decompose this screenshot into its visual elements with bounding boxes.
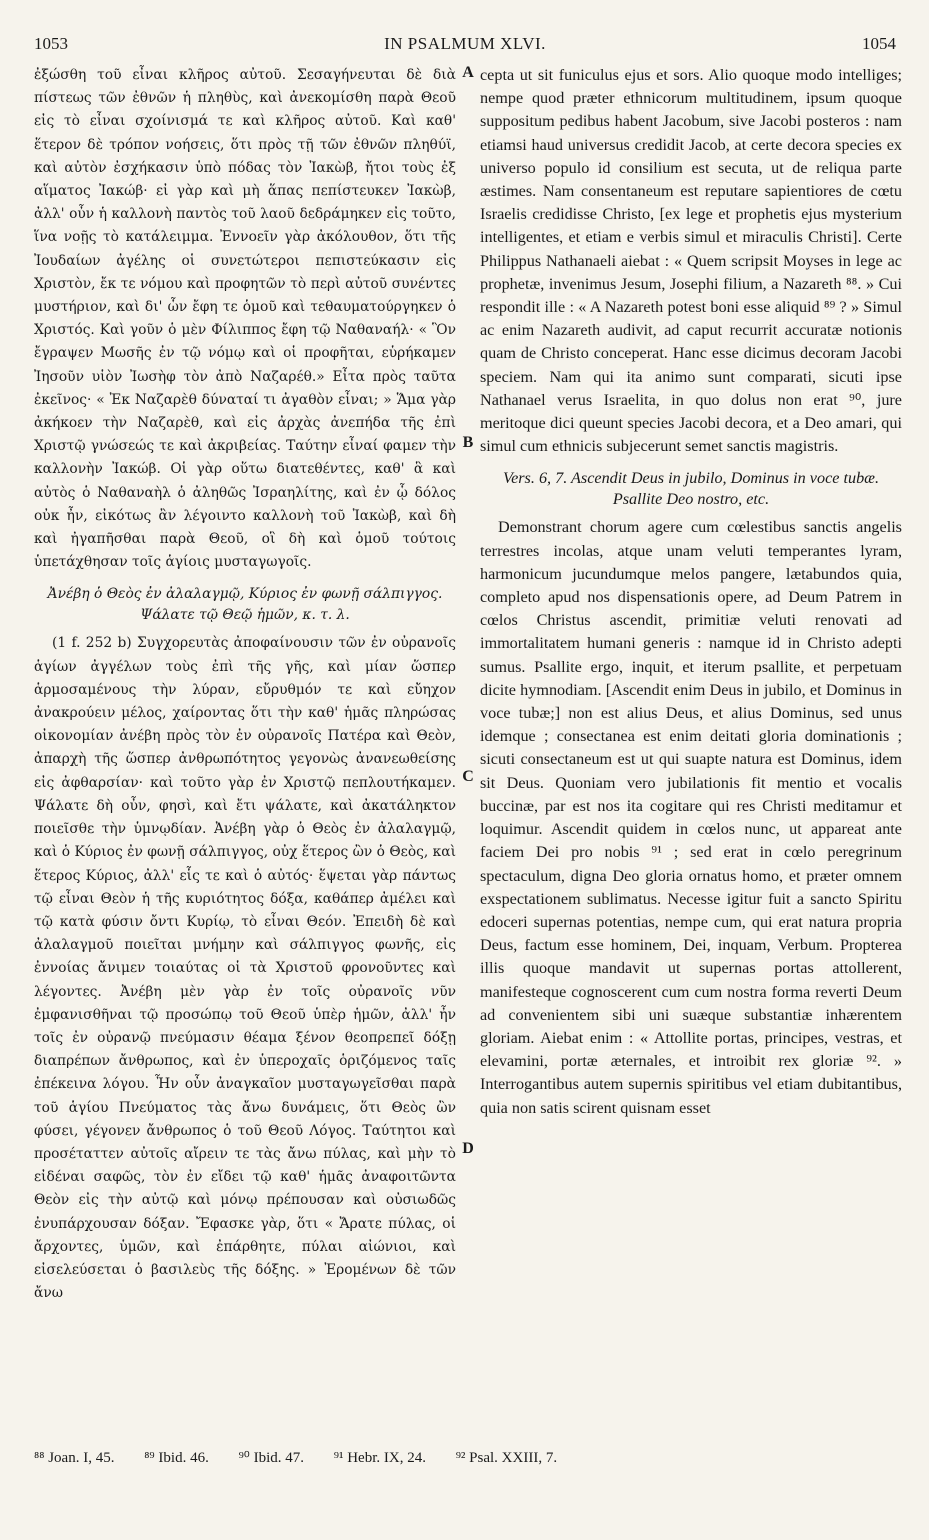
margin-marker-d: D xyxy=(462,1140,474,1157)
running-title: IN PSALMUM XLVI. xyxy=(384,34,546,53)
footnote-90: ⁹⁰ Ibid. 47. xyxy=(238,1450,304,1466)
margin-marker-c: C xyxy=(462,768,474,785)
right-page-number: 1054 xyxy=(862,34,896,53)
left-page-number: 1053 xyxy=(34,34,68,53)
footnotes xyxy=(34,1448,896,1467)
margin-marker-b: B xyxy=(462,434,474,451)
footnote-88: ⁸⁸ Joan. I, 45. xyxy=(34,1450,115,1466)
latin-column xyxy=(480,64,902,1120)
footnote-92: ⁹² Psal. XXIII, 7. xyxy=(455,1450,558,1466)
book-page xyxy=(34,30,902,1510)
margin-marker-a: A xyxy=(462,64,474,81)
greek-paragraph-1: ἐξώσθη τοῦ εἶναι κλῆρος αὐτοῦ. Σεσαγήνευται δὲ διὰ πίστεως τῶν ἐθνῶν ἡ πληθὺς, καὶ ἀνεκομίσθη παρὰ Θεοῦ εἰς τὸ εἶναι σχοίνισμά τε καὶ κλῆρος αὐτοῦ. Καὶ καθ' ἕτερον δὲ τρόπον νοήσεις, ὅτι πρὸς τῇ τῶν ἐθνῶν πληθύϊ, καὶ αὐτὸν ἐσχήκασιν ὑπὸ πόδας τὸν Ἰακὼβ, ἤτοι τοὺς ἐξ αἵματος Ἰακώβ· εἰ γὰρ καὶ μὴ ἅπας πεπίστευκεν Ἰακὼβ, ἀλλ' οὖν ἡ καλλονὴ παντὸς τοῦ λαοῦ δεδράμηκεν εἰς τοῦτο, ἵνα νοῇς τὸ κατάλειμμα. Ἐννοεῖν γὰρ ἀκόλουθον, ὅτι τῆς Ἰουδαίων ἀγέλης οἱ συνετώτεροι πεπιστεύκασιν εἰς Χριστὸν, ἔκ τε νόμου καὶ προφητῶν τὸ περὶ αὐτοῦ συνέντες μυστήριον, καὶ δι' ὧν ἔφη τε ὁμοῦ καὶ τεθαυματούργηκεν ὁ Χριστός. Καὶ γοῦν ὁ μὲν Φίλιππος ἔφη τῷ Ναθαναήλ· « Ὃν ἔγραψεν Μωσῆς ἐν τῷ νόμῳ καὶ οἱ προφῆται, εὑρήκαμεν Ἰησοῦν υἱὸν Ἰωσὴφ τὸν ἀπὸ Ναζαρέθ.» Εἶτα πρὸς ταῦτα ἐκεῖνος· « Ἐκ Ναζαρὲθ δύναταί τι ἀγαθὸν εἶναι; » Ἅμα γὰρ ἀκήκοεν τὴν Ναζαρὲθ, καὶ εἰς ἀρχὰς ἀνεπήδα τῆς ἐπὶ Χριστῷ γνώσεώς τε καὶ ἀκριβείας. Ταύτην εἶναί φαμεν τὴν καλλονὴν Ἰακώβ. Οἱ γὰρ οὕτω διατεθέντες, καθ' ἃ καὶ αὐτὸς ὁ Ναθαναὴλ ὁ ἀληθῶς Ἰσραηλίτης, καὶ ἐν ᾧ δόλος οὐκ ἦν, εἰκότως ἂν λέγοιντο καλλονὴ τοῦ Ἰακὼβ, καὶ δὴ καὶ ἠγαπῆσθαι παρὰ Θεοῦ, οἳ δὴ καὶ ὁμοῦ τούτοις ὑπετάχθησαν τοῖς ἁγίοις μυσταγωγοῖς. xyxy=(34,67,456,571)
latin-verse-heading: Vers. 6, 7. Ascendit Deus in jubilo, Dominus in voce tubæ. Psallite Deo nostro, etc. xyxy=(502,469,880,509)
greek-verse-heading: Ἀνέβη ὁ Θεὸς ἐν ἀλαλαγμῷ, Κύριος ἐν φωνῇ σάλπιγγος. Ψάλατε τῷ Θεῷ ἡμῶν, κ. τ. λ. xyxy=(47,586,443,624)
greek-paragraph-2: (1 f. 252 b) Συγχορευτὰς ἀποφαίνουσιν τῶν ἐν οὐρανοῖς ἁγίων ἀγγέλων τοὺς ἐπὶ τῆς γῆς, καὶ μίαν ὥσπερ ἁρμοσαμένους τὴν λύραν, εὔρυθμόν τε καὶ εὔηχον ἀνακρούειν μέλος, χαίροντας ὅτι τὴν καθ' ἡμᾶς πληρώσας οἰκονομίαν ἀνέβη πρὸς τὸν ἐν οὐρανοῖς Πατέρα καὶ Θεὸν, ἀπαρχὴ τῆς ὥσπερ ἀνθρωπότητος γεγονὼς ἀνανεωθείσης εἰς ἀφθαρσίαν· καὶ τοῦτο γὰρ ἐν Χριστῷ πεπλουτήκαμεν. Ψάλατε δὴ οὖν, φησὶ, καὶ ἔτι ψάλατε, καὶ ἀκατάληκτον ποιεῖσθε τὴν ὑμνῳδίαν. Ἀνέβη γὰρ ὁ Θεὸς ἐν ἀλαλαγμῷ, καὶ ὁ Κύριος ἐν φωνῇ σάλπιγγος, οὐχ ἕτερος ὢν ὁ Θεὸς, καὶ ἕτερος Κύριος, ἀλλ' εἷς τε καὶ ὁ αὐτός· ἕψεται γὰρ πάντως τῷ εἶναι Θεὸν ἡ τῆς κυριότητος δόξα, καθάπερ ἀμέλει καὶ τῷ κατὰ φύσιν ὄντι Κυρίῳ, τὸ εἶναι Θεόν. Ἐπειδὴ δὲ καὶ ἀλαλαγμοῦ ποιεῖται μνήμην καὶ σάλπιγγος φωνῆς, εἰς ἐννοίας ἄνιμεν τοιαύτας οἱ τὰ Χριστοῦ φρονοῦντες καὶ λέγοντες. Ἀνέβη μὲν γὰρ ἐν τοῖς οὐρανοῖς νῦν ἐμφανισθῆναι τῷ προσώπῳ τοῦ Θεοῦ ὑπὲρ ἡμῶν, ἀλλ' ἦν τοῖς ἐν οὐρανῷ πνεύμασιν θέαμα ξένον θεοπρεπεῖ δόξῃ διαπρέπων ἄνθρωπος, καὶ ἐν ὑπεροχαῖς ὁριζόμενος ταῖς ἐπέκεινα λόγου. Ἦν οὖν ἀναγκαῖον μυσταγωγεῖσθαι παρὰ τοῦ ἁγίου Πνεύματος τὰς ἄνω δυνάμεις, ὅτι Θεὸς ὢν φύσει, γέγονεν ἄνθρωπος ὁ τοῦ Θεοῦ Λόγος. Ταύτητοι καὶ προσέταττεν αὐτοῖς αἴρειν τε τὰς ἄνω πύλας, καὶ μὴν τὸ εἰδέναι σαφῶς, τὸν ἐν εἴδει τῷ καθ' ἡμᾶς ἀναφοιτῶντα Θεὸν εἰς τὴν αὐτῷ καὶ μόνῳ πρέπουσαν καὶ οὐσιωδῶς ἐνυπάρχουσαν δόξαν. Ἔφασκε γὰρ, ὅτι « Ἄρατε πύλας, οἱ ἄρχοντες, ὑμῶν, καὶ ἐπάρθητε, πύλαι αἰώνιοι, καὶ εἰσελεύσεται ὁ βασιλεὺς τῆς δόξης. » Ἐρομένων δὲ τῶν ἄνω xyxy=(34,635,456,1302)
latin-paragraph-2: Demonstrant chorum agere cum cœlestibus sanctis angelis terrestres incolas, atque unam veluti temperantes lyram, harmonicum jucundumque melos pangere, lætabundos quia, completo apud nos dispensationis opere, ad Deum Patrem in cœlos Christus ascendit, primitiæ veluti renovati ad immortalitatem humani generis : namque id in Christo adepti sumus. Psallite ergo, inquit, et iterum psallite, et perpetuam dicite hymnodiam. [Ascendit enim Deus in jubilo, et Dominus in voce tubæ;] non est alius Deus, et alius Dominus, sed unus idemque ; consectanea est enim deitati gloria dominationis ; sicuti consectaneum est ut qui suapte natura est Dominus, idem sit Deus. Quoniam vero jubilationis fit mentio et vocalis buccinæ, par est nos ita cogitare qui res Christi meditamur et loquimur. Ascendit quidem in cœlos nunc, ut appareat ante faciem Dei pro nobis ⁹¹ ; sed erat in cœlo peregrinum spectaculum, digna Deo gloria ornatus homo, et præter omnem exspectationem sublimatus. Necesse igitur fuit a sancto Spiritu edoceri supernas potentias, nempe cum, qui erat natura propria Deus, factum esse hominem, Dei, inquam, Verbum. Propterea illis quoque mandavit ut supernas portas attollerent, manifesteque cognoscerent cum cum nostra forma reverti Deum ad convenientem sibi uni suæque substantiæ inhærentem gloriam. Aiebat enim : « Attollite portas, principes, vestras, et elevamini, portæ æternales, et introibit rex gloriæ ⁹². » Interrogantibus autem supernis spiritibus vel etiam dubitantibus, quia non satis scirent quisnam esset xyxy=(480,518,902,1117)
greek-column xyxy=(34,64,456,1305)
footnote-89: ⁸⁹ Ibid. 46. xyxy=(144,1450,209,1466)
two-column-body xyxy=(34,64,902,1424)
footnote-91: ⁹¹ Hebr. IX, 24. xyxy=(333,1450,426,1466)
latin-paragraph-1: cepta ut sit funiculus ejus et sors. Alio quoque modo intelliges; nempe quod præter ethnicorum multitudinem, ipsum quoque suppositum pedibus habent Jacobum, sive Jacobi posteros : nam etiamsi haud universus credidit Jacob, at certe decora species ex universo populo id consilium est secuta, ut de reliqua parte æstimes. Nam consentaneum est reputare sapientiores de cœtu Israelis credidisse Christo, [ex lege et prophetis ejus mysterium intelligentes, et etiam e verbis simul et miraculis Christi]. Certe Philippus Nathanaeli aiebat : « Quem scripsit Moyses in lege ac prophetæ, invenimus Jesum, Josephi filium, a Nazareth ⁸⁸. » Cui respondit ille : « A Nazareth potest boni esse aliquid ⁸⁹ ? » Simul ac enim Nazareth audivit, ad caput recurrit accuratæ notionis quam de Christo conceperat. Hanc esse dicimus decoram Jacobi speciem. Nam qui ita animo sunt comparati, sicuti ipse Nathanael verus Israelita, in quo dolus non erat ⁹⁰, jure meritoque dici queunt species Jacobi decora, et a Deo amari, qui simul cum ethnicis subjecerunt semet sanctis magistris. xyxy=(480,66,902,456)
running-header xyxy=(34,30,896,60)
